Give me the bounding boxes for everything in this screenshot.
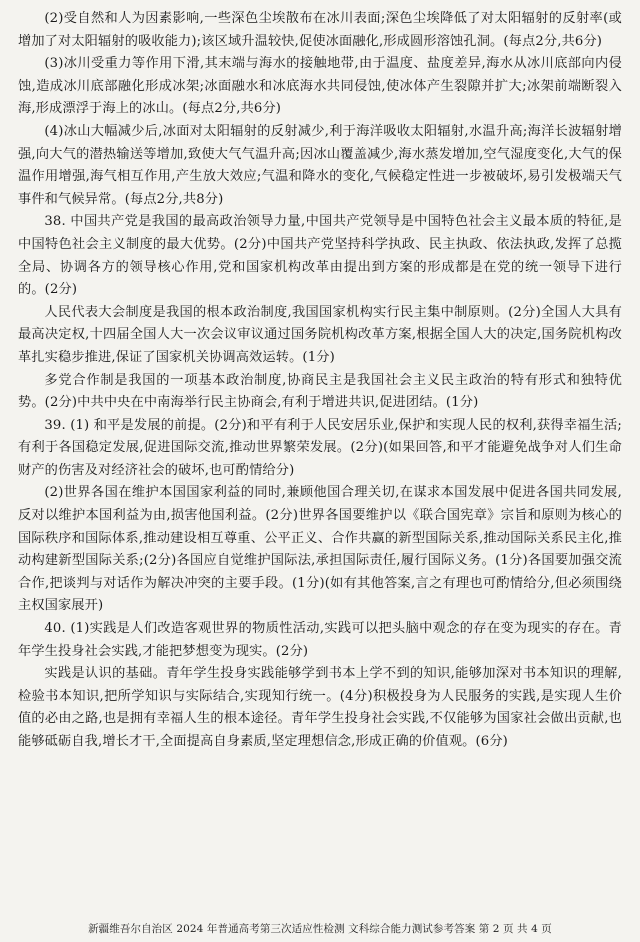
answer-paragraph-39-2: (2)世界各国在维护本国国家利益的同时,兼顾他国合理关切,在谋求本国发展中促进各国共同发展,反对以维护本国利益为由,损害他国利益。(2分)世界各国要维护以《联合国宪章》宗旨和原则为核心的国际秩序和国际体系,推动建设相互尊重、公平正义、合作共赢的新型国际关系,推动国际关系民主化,推动构建新型国际关系;(2分)各国应自觉维护国际法,承担国际责任,履行国际义务。(1分)各国要加强交流合作,把谈判与对话作为解决冲突的主要手段。(1分)(如有其他答案,言之有理也可酌情给分,但必须围绕主权国家展开) xyxy=(18,485,622,614)
answer-paragraph-38-3: 多党合作制是我国的一项基本政治制度,协商民主是我国社会主义民主政治的特有形式和独特优势。(2分)中共中央在中南海举行民主协商会,有利于增进共识,促进团结。(1分) xyxy=(18,372,622,411)
answer-paragraph-38-1: 38. 中国共产党是我国的最高政治领导力量,中国共产党领导是中国特色社会主义最本质的特征,是中国特色社会主义制度的最大优势。(2分)中国共产党坚持科学执政、民主执政、依法执政,发挥了总揽全局、协调各方的领导核心作用,党和国家机构改革由提出到方案的形成都是在党的统一领导下进行的。(2分) xyxy=(18,214,622,298)
answer-paragraph-40-2: 实践是认识的基础。青年学生投身实践能够学到书本上学不到的知识,能够加深对书本知识的理解,检验书本知识,把所学知识与实际结合,实现知行统一。(4分)积极投身为人民服务的实践,是实现人生价值的必由之路,也是拥有幸福人生的根本途径。青年学生投身社会实践,不仅能够为国家社会做出贡献,也能够砥砺自我,增长才干,全面提高自身素质,坚定理想信念,形成正确的价值观。(6分) xyxy=(18,666,622,749)
answer-paragraph-geo-3: (3)冰川受重力等作用下滑,其末端与海水的接触地带,由于温度、盐度差异,海水从冰川底部向内侵蚀,造成冰川底部融化形成冰架;冰面融水和冰底海水共同侵蚀,使冰体产生裂隙并扩大;冰架前端断裂入海,形成漂浮于海上的冰山。(每点2分,共6分) xyxy=(18,56,622,117)
answer-paragraph-geo-2: (2)受自然和人为因素影响,一些深色尘埃散布在冰川表面;深色尘埃降低了对太阳辐射的反射率(或增加了对太阳辐射的吸收能力);该区域升温较快,促使冰面融化,形成圆形溶蚀孔洞。(每点2分,共6分) xyxy=(18,11,622,49)
answer-paragraph-40-1: 40. (1)实践是人们改造客观世界的物质性活动,实践可以把头脑中观念的存在变为现实的存在。青年学生投身社会实践,才能把梦想变为现实。(2分) xyxy=(18,621,622,659)
answer-paragraph-39-1: 39. (1) 和平是发展的前提。(2分)和平有利于人民安居乐业,保护和实现人民的权利,获得幸福生活;有利于各国稳定发展,促进国际交流,推动世界繁荣发展。(2分)(如果回答,和平才能避免战争对人们生命财产的伤害及对经济社会的破坏,也可酌情给分) xyxy=(18,417,622,478)
page-footer: 新疆维吾尔自治区 2024 年普通高考第三次适应性检测 文科综合能力测试参考答案 第 2 页 共 4 页 xyxy=(88,923,552,935)
answer-paragraph-geo-4: (4)冰山大幅减少后,冰面对太阳辐射的反射减少,利于海洋吸收太阳辐射,水温升高;海洋长波辐射增强,向大气的潜热输送等增加,致使大气气温升高;因冰山覆盖减少,海水蒸发增加,空气湿度变化,大气的保温作用增强,海气相互作用,产生放大效应;气温和降水的变化,气候稳定性进一步被破坏,易引发极端天气事件和气候异常。(每点2分,共8分) xyxy=(18,123,622,207)
answer-paragraph-38-2: 人民代表大会制度是我国的根本政治制度,我国国家机构实行民主集中制原则。(2分)全国人大具有最高决定权,十四届全国人大一次会议审议通过国务院机构改革方案,根据全国人大的决定,国务院机构改革扎实稳步推进,保证了国家机关协调高效运转。(1分) xyxy=(18,304,622,365)
